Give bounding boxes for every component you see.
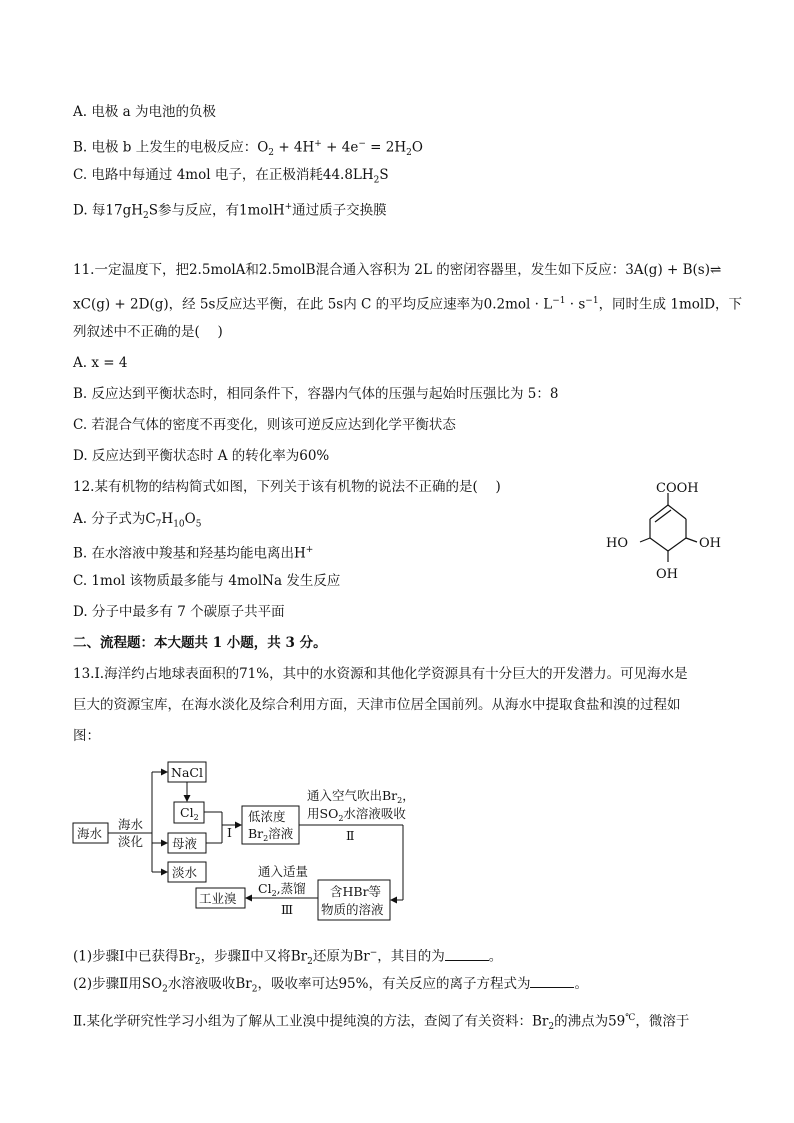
q12-stem: 12.某有机物的结构简式如图，下列关于该有机物的说法不正确的是( ) [73, 479, 501, 495]
mother-liquor-box-label: 母液 [172, 836, 198, 851]
cl2-box-label: $Cl_2$ [180, 805, 199, 822]
oh-right-label: OH [699, 536, 721, 551]
q13-sub-2: (2)步骤Ⅱ用$SO_2$水溶液吸收$Br_2$，吸收率可达95%，有关反应的离子方程式为 。 [73, 976, 588, 995]
q11-option-b: B. 反应达到平衡状态时，相同条件下，容器内气体的压强与起始时压强比为 5：8 [73, 386, 559, 402]
answer-blank-2[interactable] [530, 975, 574, 988]
q11-stem-line-3: 列叙述中不正确的是( ) [73, 324, 223, 340]
industrial-bromine-box-label: 工业溴 [199, 891, 237, 906]
q13-stem-line-1: 13.Ⅰ.海洋约占地球表面积的71%，其中的水资源和其他化学资源具有十分巨大的开发潜力。可见海水是 [73, 666, 688, 682]
distill-label-2: $Cl_2$,蒸馏 [258, 881, 306, 898]
blow-label-2: 用$SO_2$水溶液吸收 [307, 806, 406, 823]
desal-label-1: 海水 [118, 817, 144, 832]
q13-part-2: Ⅱ.某化学研究性学习小组为了解从工业溴中提纯溴的方法，查阅了有关资料：$Br_2$的沸点为59℃，微溶于 [73, 1013, 690, 1033]
q12-option-b: B. 在水溶液中羧基和羟基均能电离出H+ [73, 545, 314, 562]
step-3-label: Ⅲ [281, 902, 294, 917]
distill-label-1: 通入适量 [258, 864, 309, 879]
q11-stem-line-1: 11.一定温度下，把2.5molA和2.5molB混合通入容积为 2L 的密闭容器里，发生如下反应：3A(g) + B(s)⇌ [73, 262, 722, 278]
seawater-box-label: 海水 [77, 826, 103, 841]
q11-option-a: A. x = 4 [73, 355, 128, 371]
section-heading: 二、流程题：本大题共 1 小题，共 3 分。 [73, 635, 327, 651]
low-conc-label-2: $Br_2$溶液 [248, 826, 294, 843]
fresh-water-box-label: 淡水 [172, 865, 198, 880]
q10-option-c: C. 电路中每通过 4mol 电子，在正极消耗$44.8LH_2S$ [73, 167, 389, 186]
hbr-box-label-2: 物质的溶液 [321, 902, 384, 917]
q11-stem-line-2: xC(g) + 2D(g)，经 5s反应达平衡，在此 5s内 C 的平均反应速率为$0.2mol \cdot L^{-1} \cdot s^{-1}$，同时生成 1molD，下 [73, 296, 743, 313]
step-2-label: Ⅱ [346, 828, 355, 843]
q10-option-b: B. 电极 b 上发生的电极反应：$O_2 + 4H^+ + 4e^- = 2H_2O$ [73, 139, 423, 159]
step-1-label: Ⅰ [227, 825, 232, 840]
hbr-box-label-1: 含HBr等 [330, 884, 382, 899]
cooh-label: COOH [656, 481, 699, 496]
q13-stem-line-3: 图： [73, 728, 100, 744]
q11-option-c: C. 若混合气体的密度不再变化，则该可逆反应达到化学平衡状态 [73, 417, 456, 433]
q10-option-a: A. 电极 a 为电池的负极 [73, 104, 216, 120]
desal-label-2: 淡化 [118, 834, 144, 849]
blow-label-1: 通入空气吹出$Br_2$， [307, 788, 415, 805]
q13-sub-1: (1)步骤Ⅰ中已获得$Br_2$，步骤Ⅱ中又将$Br_2$还原为Br−，其目的为 。 [73, 948, 503, 968]
low-conc-label-1: 低浓度 [248, 809, 286, 824]
ho-left-label: HO [606, 536, 628, 551]
answer-blank-1[interactable] [445, 948, 489, 961]
q12-option-a: A. 分子式为$C_7H_{10}O_5$ [73, 511, 202, 530]
q12-option-d: D. 分子中最多有 7 个碳原子共平面 [73, 604, 285, 620]
q13-stem-line-2: 巨大的资源宝库，在海水淡化及综合利用方面，天津市位居全国前列。从海水中提取食盐和溴的过程如 [73, 697, 681, 713]
q12-option-c: C. 1mol 该物质最多能与 4molNa 发生反应 [73, 573, 341, 589]
nacl-box-label: NaCl [171, 765, 203, 780]
q11-option-d: D. 反应达到平衡状态时 A 的转化率为60% [73, 448, 330, 464]
oh-bottom-label: OH [656, 567, 678, 582]
q10-option-d: D. 每$17gH_2S$参与反应，有1molH+通过质子交换膜 [73, 202, 387, 222]
